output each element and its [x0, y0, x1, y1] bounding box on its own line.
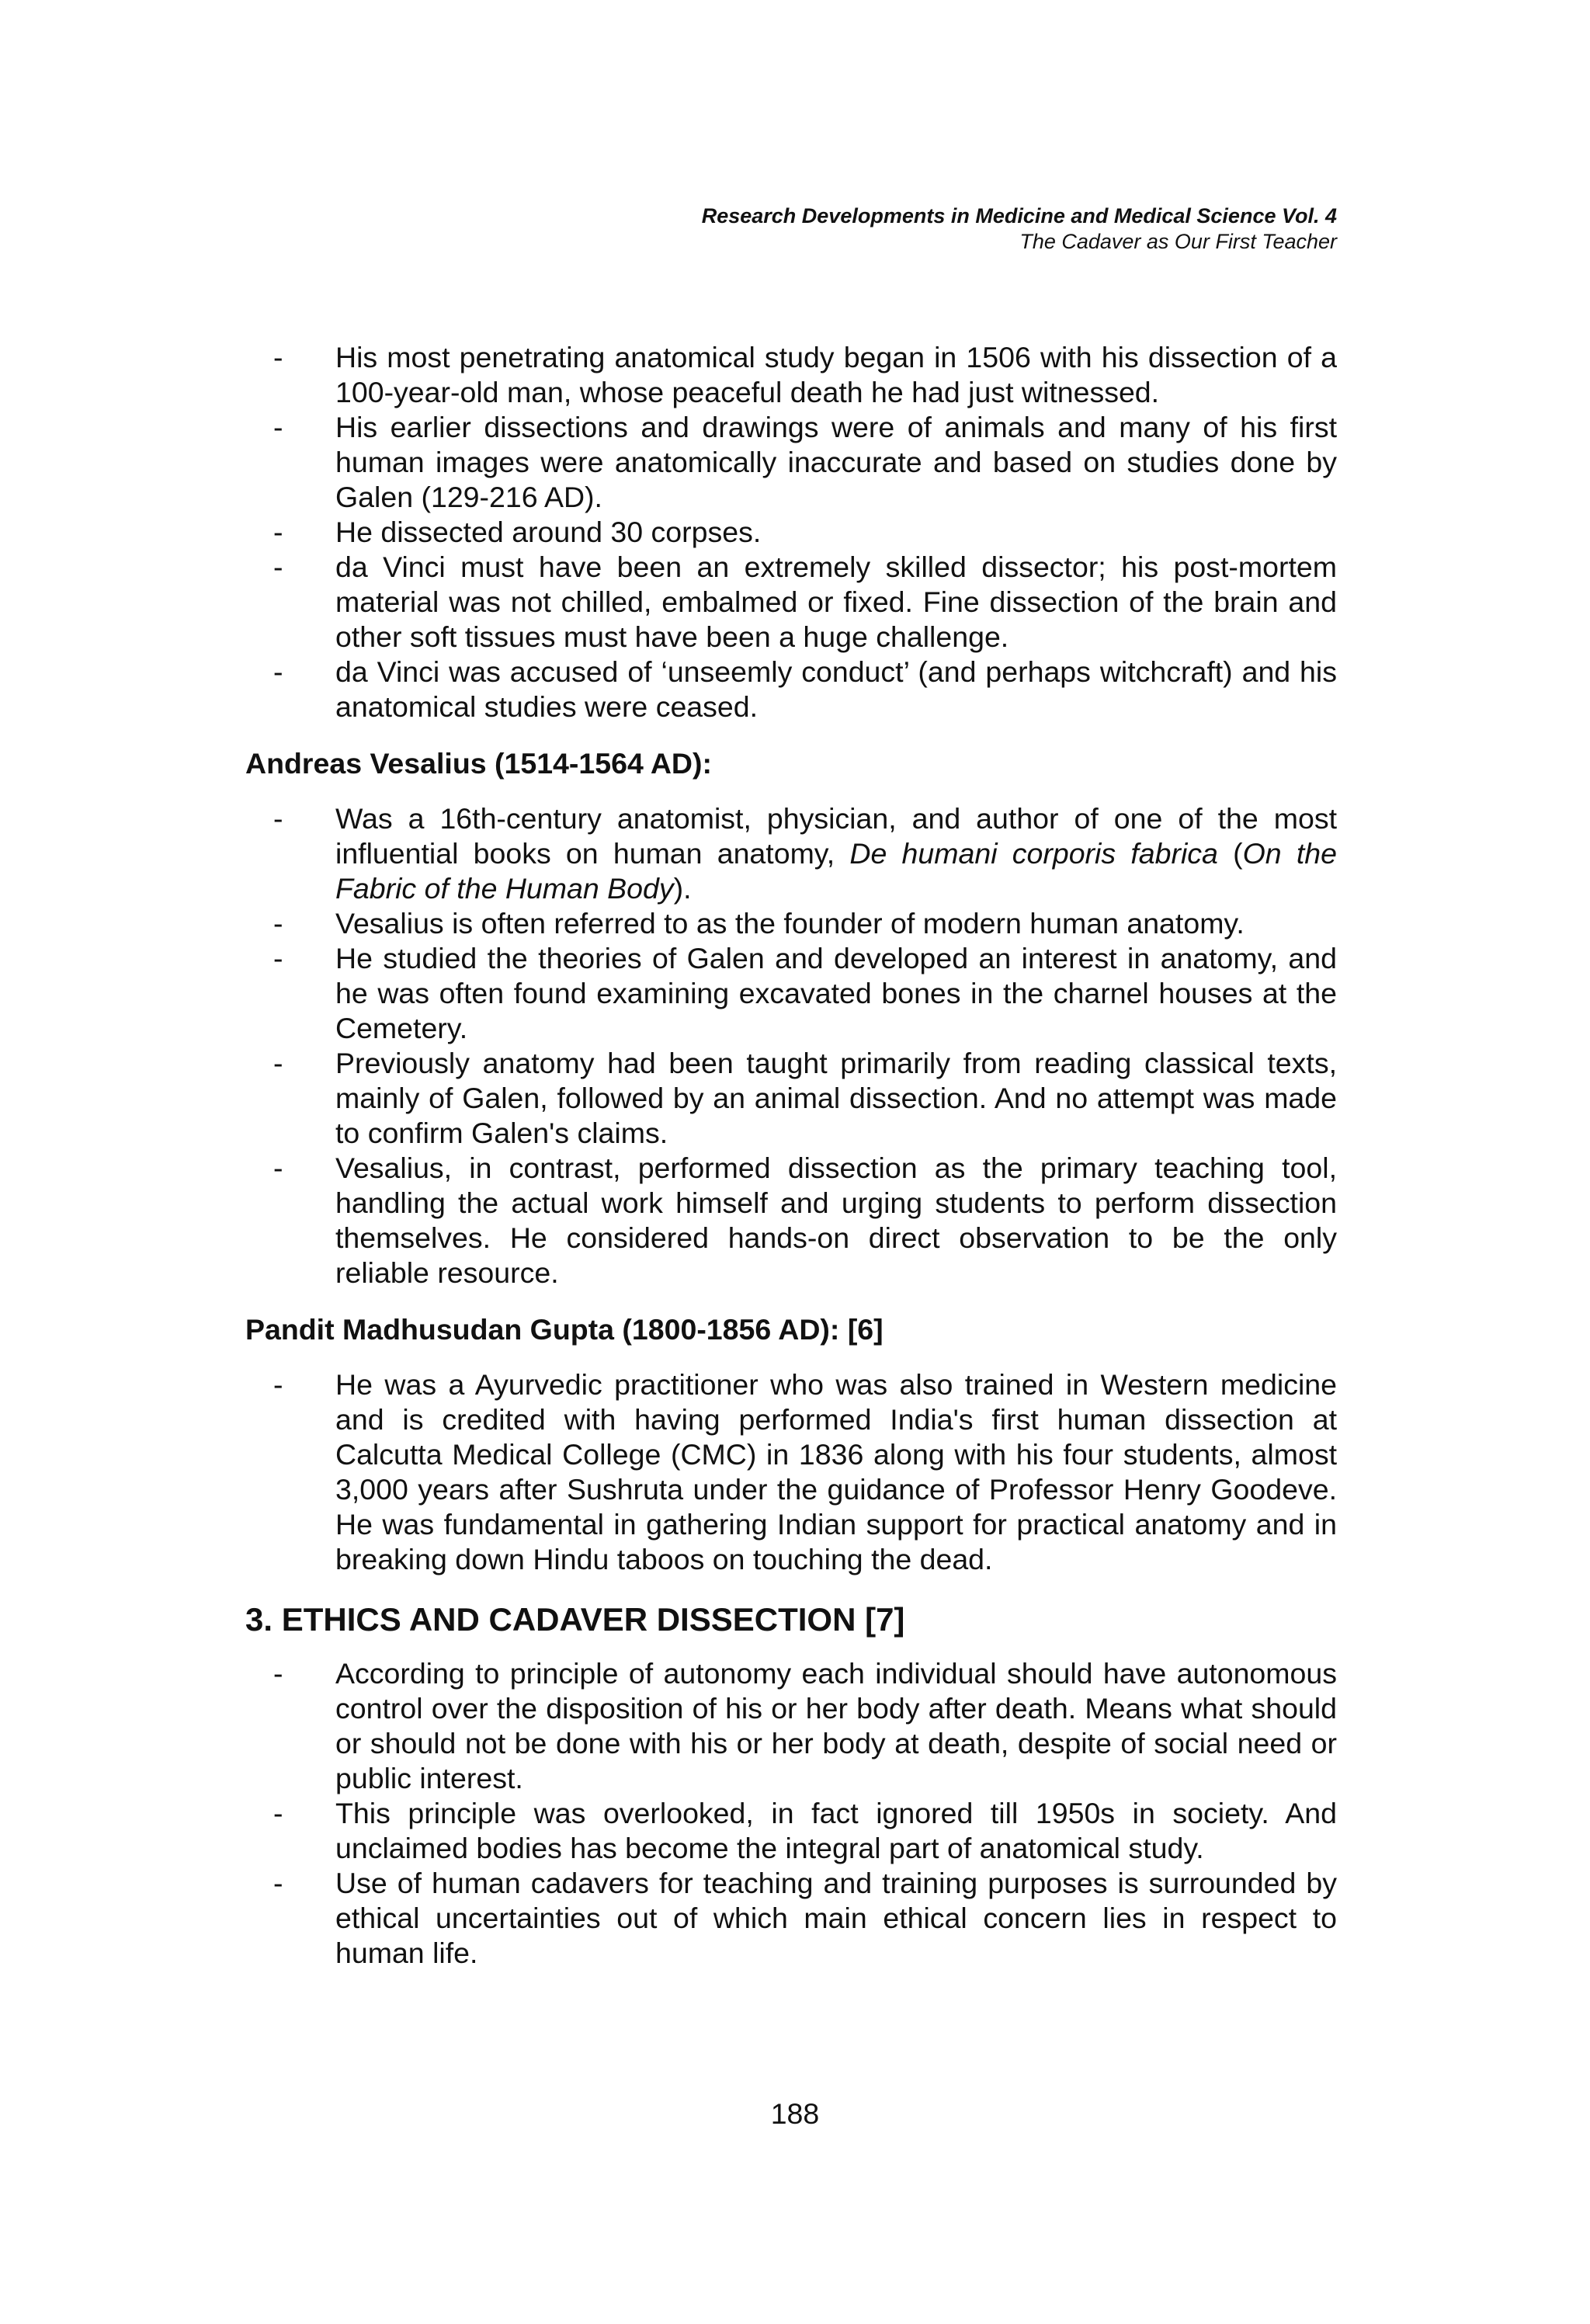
list-dash: - [273, 942, 283, 974]
list-dash: - [273, 1368, 283, 1401]
list-item: - da Vinci was accused of ‘unseemly conduct’ (and perhaps witchcraft) and his anatomical studies were ceased. [273, 655, 1337, 723]
list-dash: - [273, 341, 283, 373]
gupta-heading: Pandit Madhusudan Gupta (1800-1856 AD): [6] [245, 1313, 884, 1346]
gupta-list [245, 1367, 1337, 1577]
list-item: - He was a Ayurvedic practitioner who was also trained in Western medicine and is credited with having performed India's first human dissection at Calcutta Medical College (CMC) in 1836 along with his four students, almost 3,000 years after Sushruta under the guidance of Professor Henry Goodeve. He was fundamental in gathering Indian support for practical anatomy and in breaking down Hindu taboos on touching the dead. [273, 1368, 1337, 1575]
journal-title: Research Developments in Medicine and Medical Science Vol. 4 [701, 204, 1337, 228]
list-item: - da Vinci must have been an extremely skilled dissector; his post-mortem material was not chilled, embalmed or fixed. Fine dissection of the brain and other soft tissues must have been a huge challenge. [273, 551, 1337, 653]
ethics-section-heading: 3. ETHICS AND CADAVER DISSECTION [7] [245, 1601, 905, 1638]
list-item: - Previously anatomy had been taught primarily from reading classical texts, mainly of Galen, followed by an animal dissection. And no attempt was made to confirm Galen's claims. [273, 1047, 1337, 1149]
book-title: De humani corporis fabrica [849, 837, 1218, 870]
vesalius-list [245, 801, 1337, 1291]
list-dash: - [273, 1047, 283, 1079]
list-item: - This principle was overlooked, in fact ignored till 1950s in society. And unclaimed bodies has become the integral part of anatomical study. [273, 1797, 1337, 1864]
list-dash: - [273, 411, 283, 443]
page-number: 188 [770, 2097, 820, 2130]
list-dash: - [273, 1797, 283, 1829]
list-item: - Was a 16th-century anatomist, physician, and author of one of the most influential books on human anatomy, De humani corporis fabrica (On the Fabric of the Human Body). [273, 802, 1337, 905]
list-dash: - [273, 1867, 283, 1899]
list-item: - Use of human cadavers for teaching and training purposes is surrounded by ethical uncertainties out of which main ethical concern lies in respect to human life. [273, 1867, 1337, 1969]
list-dash: - [273, 1657, 283, 1690]
list-item: - His most penetrating anatomical study began in 1506 with his dissection of a 100-year-old man, whose peaceful death he had just witnessed. [273, 341, 1337, 408]
page-body [245, 340, 1337, 1971]
chapter-title: The Cadaver as Our First Teacher [1019, 230, 1337, 253]
list-item: - His earlier dissections and drawings were of animals and many of his first human images were anatomically inaccurate and based on studies done by Galen (129-216 AD). [273, 411, 1337, 513]
list-item: - Vesalius is often referred to as the founder of modern human anatomy. [273, 907, 1245, 940]
list-dash: - [273, 655, 283, 688]
list-dash: - [273, 802, 283, 835]
ethics-list [245, 1656, 1337, 1971]
list-item: - He dissected around 30 corpses. [273, 516, 762, 548]
book-translation: On the Fabric of the Human Body [335, 837, 1337, 905]
list-item: - He studied the theories of Galen and developed an interest in anatomy, and he was often found examining excavated bones in the charnel houses at the Cemetery. [273, 942, 1337, 1044]
list-item: - According to principle of autonomy each individual should have autonomous control over the disposition of his or her body after death. Means what should or should not be done with his or her body at death, despite of social need or public interest. [273, 1657, 1337, 1794]
da-vinci-list [245, 340, 1337, 724]
list-dash: - [273, 907, 283, 940]
vesalius-heading: Andreas Vesalius (1514-1564 AD): [245, 747, 712, 780]
list-dash: - [273, 551, 283, 583]
list-dash: - [273, 1152, 283, 1184]
list-item: - Vesalius, in contrast, performed dissection as the primary teaching tool, handling the actual work himself and urging students to perform dissection themselves. He considered hands-on direct observation to be the only reliable resource. [273, 1152, 1337, 1289]
list-dash: - [273, 516, 283, 548]
running-header [702, 203, 1337, 255]
